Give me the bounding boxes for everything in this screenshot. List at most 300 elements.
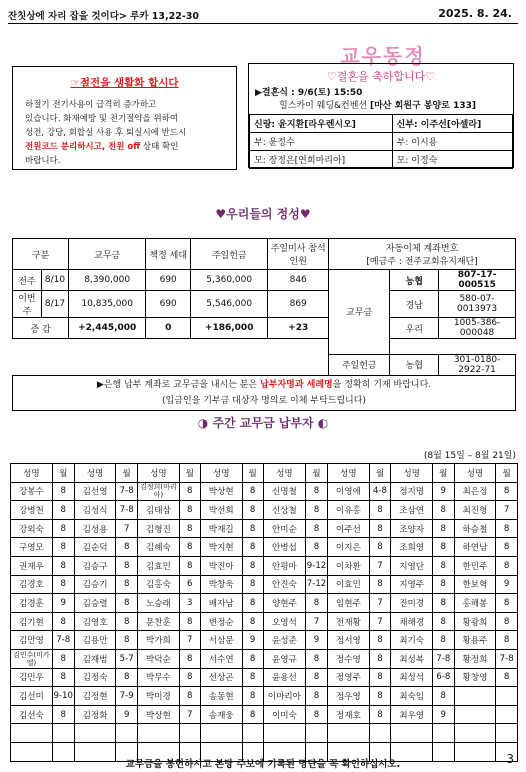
payer-month: 8 bbox=[179, 556, 200, 575]
notice-line: 있습니다. 화재예방 및 전기절약을 위하여 bbox=[25, 114, 179, 124]
notice-red-text: 전원코드 분리하시고, 전원 off bbox=[25, 142, 141, 152]
cell: 690 bbox=[146, 270, 191, 291]
payer-month: 8 bbox=[242, 482, 263, 501]
payer-name: 이영애 bbox=[327, 482, 369, 501]
payer-month: 8 bbox=[179, 519, 200, 538]
venue-name: 힐스카이 웨딩&컨벤션 bbox=[279, 101, 370, 111]
payer-month: 7-8 bbox=[433, 649, 455, 668]
cell: 869 bbox=[268, 291, 329, 318]
payer-month: 8 bbox=[116, 575, 138, 594]
payer-month bbox=[179, 724, 200, 743]
payer-month: 8 bbox=[116, 538, 138, 557]
table-row bbox=[11, 482, 518, 501]
payer-name: 이주선 bbox=[327, 519, 369, 538]
note-line: (입금인을 기부금 대상자 명의로 이체 부탁드립니다) bbox=[162, 395, 366, 406]
wedding-time: ▶결혼식 : 9/6(토) 15:50 bbox=[255, 88, 363, 98]
payer-name: 김형진 bbox=[137, 519, 179, 538]
offering-table bbox=[12, 238, 516, 411]
payer-name: 이효민 bbox=[327, 575, 369, 594]
payer-name: 안평마 bbox=[263, 556, 305, 575]
payer-name: 진미경 bbox=[391, 594, 433, 613]
cell: 증 감 bbox=[13, 318, 69, 339]
table-row bbox=[11, 631, 518, 650]
table-row bbox=[11, 687, 518, 706]
payer-name: 이마리아 bbox=[263, 687, 305, 706]
payer-name: 송동현 bbox=[200, 687, 242, 706]
payer-month: 7 bbox=[306, 612, 328, 631]
payer-name: 박상현 bbox=[200, 482, 242, 501]
payer-month: 8 bbox=[306, 594, 328, 613]
bride: 신부: 이주선[아셀라] bbox=[392, 115, 512, 133]
wedding-venue bbox=[249, 100, 513, 113]
payer-month: 8 bbox=[369, 631, 391, 650]
payer-name: 안진숙 bbox=[263, 575, 305, 594]
period: (8월 15일 – 8월 21일) bbox=[423, 451, 516, 461]
groom-father: 부: 윤정수 bbox=[250, 133, 393, 151]
payer-name: 김정숙 bbox=[74, 668, 116, 687]
payer-name: 김민수(미카엘) bbox=[11, 649, 53, 668]
notice-title: ☞절전을 생활화 합시다 bbox=[70, 77, 179, 89]
head-name: 성명 bbox=[454, 464, 496, 483]
payer-name: 박가희 bbox=[137, 631, 179, 650]
payer-name: 지영주 bbox=[391, 575, 433, 594]
payer-month: 8 bbox=[496, 631, 518, 650]
payer-month: 8 bbox=[52, 612, 74, 631]
cell: 5,546,000 bbox=[191, 291, 268, 318]
payer-month: 8 bbox=[242, 687, 263, 706]
payer-name: 김승렬 bbox=[74, 594, 116, 613]
payer-name: 최성석 bbox=[391, 668, 433, 687]
payer-name: 김승기 bbox=[74, 575, 116, 594]
col-head: 주일헌금 bbox=[191, 239, 268, 270]
cell: 8/17 bbox=[41, 291, 68, 318]
payer-month: 8 bbox=[433, 519, 455, 538]
payer-name: 구영모 bbox=[11, 538, 53, 557]
payer-name: 이차환 bbox=[327, 556, 369, 575]
payer-month: 8 bbox=[179, 612, 200, 631]
payer-month: 8 bbox=[306, 538, 328, 557]
payer-name: 전재황 bbox=[327, 612, 369, 631]
payer-month: 7-8 bbox=[116, 501, 138, 520]
account-no: 1005-386-000048 bbox=[439, 318, 516, 339]
footer-note: 교무금을 봉헌하시고 본당 주보에 기록된 명단을 꼭 확인하십시오. bbox=[125, 759, 401, 770]
bride-father: 부: 이시용 bbox=[392, 133, 512, 151]
payer-month: 9 bbox=[306, 631, 328, 650]
payer-month: 9 bbox=[52, 594, 74, 613]
payer-month: 8 bbox=[52, 575, 74, 594]
payer-month: 8 bbox=[242, 556, 263, 575]
bank: 경남 bbox=[390, 291, 439, 318]
payer-name: 안병섭 bbox=[263, 538, 305, 557]
payer-name: 이미숙 bbox=[263, 705, 305, 724]
payer-month: 8 bbox=[179, 482, 200, 501]
payer-month: 8 bbox=[52, 556, 74, 575]
payer-name: 임현주 bbox=[327, 594, 369, 613]
blank-cell bbox=[13, 339, 329, 355]
payer-name: 노승래 bbox=[137, 594, 179, 613]
payer-month: 8 bbox=[52, 705, 74, 724]
payer-month: 8 bbox=[179, 668, 200, 687]
cell: 전주 bbox=[13, 270, 42, 291]
payer-month: 7 bbox=[369, 612, 391, 631]
account-no: 580-07-0013973 bbox=[439, 291, 516, 318]
payer-name bbox=[11, 724, 53, 743]
wedding-box bbox=[248, 63, 514, 168]
payer-name: 정우영 bbox=[327, 687, 369, 706]
payer-month: 8 bbox=[242, 612, 263, 631]
energy-notice bbox=[12, 66, 237, 170]
payer-name: 황창영 bbox=[454, 668, 496, 687]
payer-month: 9 bbox=[433, 482, 455, 501]
payer-name: 김재범 bbox=[74, 649, 116, 668]
payer-month: 7-12 bbox=[306, 575, 328, 594]
payer-month: 4-8 bbox=[369, 482, 391, 501]
header-date: 2025. 8. 24. bbox=[438, 7, 512, 20]
notice-body bbox=[13, 90, 236, 168]
head-month: 월 bbox=[116, 464, 138, 483]
payer-month: 8 bbox=[369, 501, 391, 520]
head-name: 성명 bbox=[263, 464, 305, 483]
offering-title: ♥우리들의 정성♥ bbox=[215, 207, 311, 221]
payer-name: 김성식 bbox=[74, 501, 116, 520]
payer-month: 8 bbox=[496, 594, 518, 613]
payer-month: 8 bbox=[242, 519, 263, 538]
payer-name: 서삼문 bbox=[200, 631, 242, 650]
table-row bbox=[11, 594, 518, 613]
payer-name: 황용주 bbox=[454, 631, 496, 650]
payer-name: 김성용 bbox=[74, 519, 116, 538]
payer-month: 8 bbox=[433, 501, 455, 520]
payer-month: 8 bbox=[306, 482, 328, 501]
payer-name: 김만영 bbox=[11, 631, 53, 650]
table-row bbox=[11, 612, 518, 631]
notice-line bbox=[25, 140, 226, 154]
col-head: 구분 bbox=[13, 239, 69, 270]
table-row bbox=[11, 556, 518, 575]
payer-month: 8 bbox=[179, 687, 200, 706]
payer-name bbox=[74, 724, 116, 743]
payer-month: 5-7 bbox=[116, 649, 138, 668]
payer-month: 8 bbox=[242, 538, 263, 557]
payer-month: 8 bbox=[116, 556, 138, 575]
wedding-family-table bbox=[249, 114, 513, 169]
account-head: 자동이체 계좌번호 bbox=[385, 244, 459, 254]
payer-month: 8 bbox=[306, 687, 328, 706]
payer-name: 오영석 bbox=[263, 612, 305, 631]
payer-table bbox=[10, 463, 518, 762]
payer-month: 7 bbox=[179, 705, 200, 724]
payer-name: 정지명 bbox=[391, 482, 433, 501]
payer-month: 8 bbox=[116, 631, 138, 650]
note-text: 을 정확히 기재 바랍니다. bbox=[332, 379, 432, 390]
payer-name: 박진아 bbox=[200, 556, 242, 575]
payer-name: 변정순 bbox=[200, 612, 242, 631]
payer-month: 7 bbox=[179, 631, 200, 650]
col-head: 책정 세대 bbox=[146, 239, 191, 270]
payer-name: 김홍숙 bbox=[137, 575, 179, 594]
payer-month: 8 bbox=[306, 649, 328, 668]
payer-month bbox=[433, 724, 455, 743]
blank-cell bbox=[13, 354, 329, 375]
payer-month: 8 bbox=[496, 519, 518, 538]
cell: 8,390,000 bbox=[69, 270, 146, 291]
head-name: 성명 bbox=[137, 464, 179, 483]
account-no: 807-17-000515 bbox=[439, 270, 516, 291]
payer-month: 8 bbox=[116, 612, 138, 631]
payer-month: 8 bbox=[496, 556, 518, 575]
payer-name: 최우영 bbox=[391, 705, 433, 724]
weekly-title: ◑ 주간 교무금 납부자 ◐ bbox=[197, 416, 329, 430]
payer-month bbox=[496, 687, 518, 706]
payer-month: 8 bbox=[242, 649, 263, 668]
payer-month: 8 bbox=[496, 538, 518, 557]
payer-month: 8 bbox=[496, 612, 518, 631]
bank: 농협 bbox=[390, 354, 439, 375]
payer-month: 9-10 bbox=[52, 687, 74, 706]
payer-name: 최진형 bbox=[454, 501, 496, 520]
payer-name: 김경훈 bbox=[11, 594, 53, 613]
payer-name: 윤영규 bbox=[263, 649, 305, 668]
payer-month: 8 bbox=[242, 705, 263, 724]
payer-month: 8 bbox=[116, 668, 138, 687]
payer-name: 김민우 bbox=[11, 668, 53, 687]
payer-month: 7 bbox=[496, 501, 518, 520]
head-month: 월 bbox=[433, 464, 455, 483]
head-month: 월 bbox=[369, 464, 391, 483]
payer-month: 8 bbox=[306, 519, 328, 538]
table-row bbox=[11, 668, 518, 687]
payer-month: 7-8 bbox=[116, 482, 138, 501]
bank: 농협 bbox=[390, 270, 439, 291]
payer-name bbox=[137, 724, 179, 743]
table-row bbox=[11, 538, 518, 557]
head-name: 성명 bbox=[391, 464, 433, 483]
payer-month: 8 bbox=[242, 501, 263, 520]
head-name: 성명 bbox=[74, 464, 116, 483]
payer-month: 7-9 bbox=[116, 687, 138, 706]
account-no: 301-0180-2922-71 bbox=[439, 354, 516, 375]
payer-name bbox=[391, 724, 433, 743]
payer-name: 김승구 bbox=[74, 556, 116, 575]
payer-month: 8 bbox=[306, 705, 328, 724]
table-row bbox=[11, 649, 518, 668]
head-month: 월 bbox=[306, 464, 328, 483]
payer-month: 8 bbox=[52, 668, 74, 687]
payer-month: 8 bbox=[369, 649, 391, 668]
payer-name: 김효민 bbox=[137, 556, 179, 575]
payer-month bbox=[306, 724, 328, 743]
payer-month: 8 bbox=[433, 687, 455, 706]
payer-name: 이유홍 bbox=[327, 501, 369, 520]
payer-name: 강외숙 bbox=[11, 519, 53, 538]
payer-name: 박무수 bbox=[137, 668, 179, 687]
payer-name: 신명철 bbox=[263, 482, 305, 501]
payer-name: 정영주 bbox=[327, 668, 369, 687]
payer-name: 윤성준 bbox=[263, 631, 305, 650]
payer-month: 6-8 bbox=[433, 668, 455, 687]
payer-name bbox=[327, 724, 369, 743]
payer-month: 8 bbox=[116, 594, 138, 613]
groom-mother: 모: 장정은[연희마리아] bbox=[250, 151, 393, 169]
cell: 690 bbox=[146, 291, 191, 318]
payer-name: 송재웅 bbox=[200, 705, 242, 724]
acct-label: 교무금 bbox=[329, 270, 390, 355]
payer-name: 한민주 bbox=[454, 556, 496, 575]
header-divider bbox=[8, 23, 518, 24]
payer-name: 최성복 bbox=[391, 649, 433, 668]
head-name: 성명 bbox=[327, 464, 369, 483]
payer-name: 문찬훈 bbox=[137, 612, 179, 631]
payer-name bbox=[454, 687, 496, 706]
payer-month bbox=[496, 724, 518, 743]
page-number: 3 bbox=[506, 752, 514, 766]
payer-name: 양현주 bbox=[263, 594, 305, 613]
payer-month: 8 bbox=[496, 668, 518, 687]
payer-month: 3 bbox=[179, 594, 200, 613]
cell: +23 bbox=[268, 318, 329, 339]
payer-name: 김순덕 bbox=[74, 538, 116, 557]
payer-month: 8 bbox=[369, 519, 391, 538]
payer-name: 선상곤 bbox=[200, 668, 242, 687]
payer-name: 황광희 bbox=[454, 612, 496, 631]
payer-month: 8 bbox=[52, 519, 74, 538]
bride-mother: 모: 이정숙 bbox=[392, 151, 512, 169]
payer-name: 김혜숙 bbox=[137, 538, 179, 557]
notice-line: 성전, 강당, 회합실 사용 후 퇴실시에 반드시 bbox=[25, 128, 187, 138]
payer-month: 9 bbox=[116, 705, 138, 724]
payer-name bbox=[454, 705, 496, 724]
payer-month: 8 bbox=[433, 594, 455, 613]
payer-month: 8 bbox=[433, 556, 455, 575]
account-holder: [예금주 : 전주교회유지재단] bbox=[366, 257, 478, 267]
payer-month: 6 bbox=[179, 575, 200, 594]
payer-name bbox=[454, 724, 496, 743]
payer-month: 8 bbox=[433, 538, 455, 557]
payer-month bbox=[369, 724, 391, 743]
col-head: 주일미사 참석인원 bbox=[268, 239, 329, 270]
cell: 0 bbox=[146, 318, 191, 339]
acct-label: 주일헌금 bbox=[329, 354, 390, 375]
payer-name: 김정화 bbox=[74, 705, 116, 724]
head-month: 월 bbox=[242, 464, 263, 483]
cell: 8/10 bbox=[41, 270, 68, 291]
payer-name: 배자남 bbox=[200, 594, 242, 613]
payer-month: 8 bbox=[433, 631, 455, 650]
payer-name: 김선숙 bbox=[11, 705, 53, 724]
payer-name: 김용만 bbox=[74, 631, 116, 650]
payer-month: 9 bbox=[433, 705, 455, 724]
payer-month bbox=[116, 724, 138, 743]
payer-month bbox=[496, 705, 518, 724]
payer-name: 박창욱 bbox=[200, 575, 242, 594]
cell: 이번주 bbox=[13, 291, 42, 318]
payer-name: 박미경 bbox=[137, 687, 179, 706]
payer-month: 8 bbox=[433, 575, 455, 594]
payer-month: 9 bbox=[496, 575, 518, 594]
payer-name: 강병천 bbox=[11, 501, 53, 520]
payer-month: 8 bbox=[52, 482, 74, 501]
header-verse: 잔칫상에 자리 잡을 것이다> 루카 13,22-30 bbox=[8, 11, 200, 22]
payer-name: 하연남 bbox=[454, 538, 496, 557]
payer-month: 8 bbox=[52, 538, 74, 557]
head-name: 성명 bbox=[200, 464, 242, 483]
payer-month: 8 bbox=[369, 687, 391, 706]
wedding-title: ♡결혼을 축하합니다♡ bbox=[326, 70, 436, 83]
cell: 846 bbox=[268, 270, 329, 291]
head-name: 성명 bbox=[11, 464, 53, 483]
payer-name: 안미순 bbox=[263, 519, 305, 538]
payer-month: 8 bbox=[242, 594, 263, 613]
payer-name: 김정현 bbox=[74, 687, 116, 706]
payer-month: 8 bbox=[179, 649, 200, 668]
payer-name: 정서영 bbox=[327, 631, 369, 650]
payer-name: 김선미 bbox=[11, 687, 53, 706]
offering-note bbox=[13, 375, 516, 410]
cell: +2,445,000 bbox=[69, 318, 146, 339]
payer-month: 8 bbox=[433, 612, 455, 631]
payer-name: 김태삼 bbox=[137, 501, 179, 520]
payer-month: 7-8 bbox=[52, 631, 74, 650]
payer-name: 이지은 bbox=[327, 538, 369, 557]
venue-address: [마산 회원구 봉양로 133] bbox=[370, 101, 476, 111]
cell: 10,835,000 bbox=[69, 291, 146, 318]
payer-month: 7 bbox=[369, 556, 391, 575]
payer-name: 김선영 bbox=[74, 482, 116, 501]
payer-month: 8 bbox=[52, 649, 74, 668]
payer-month: 8 bbox=[369, 575, 391, 594]
payer-name: 황정희 bbox=[454, 649, 496, 668]
groom: 신랑: 윤지환[라우렌시오] bbox=[250, 115, 393, 133]
cell: 5,360,000 bbox=[191, 270, 268, 291]
table-row bbox=[11, 575, 518, 594]
payer-name bbox=[200, 724, 242, 743]
notice-tail: 상태 확인 bbox=[140, 142, 179, 152]
col-head: 교무금 bbox=[69, 239, 146, 270]
payer-name: 최기숙 bbox=[391, 631, 433, 650]
payer-month: 7 bbox=[116, 519, 138, 538]
payer-month: 8 bbox=[369, 668, 391, 687]
notice-line: 하절기 전기사용이 급격히 증가하고 bbox=[25, 100, 157, 110]
payer-name: 박지현 bbox=[200, 538, 242, 557]
payer-name: 권재우 bbox=[11, 556, 53, 575]
table-row bbox=[11, 724, 518, 743]
payer-month: 9-12 bbox=[306, 556, 328, 575]
payer-month: 8 bbox=[242, 575, 263, 594]
payer-month bbox=[242, 724, 263, 743]
payer-month: 7-8 bbox=[496, 649, 518, 668]
payer-name: 최숙임 bbox=[391, 687, 433, 706]
payer-month: 8 bbox=[369, 538, 391, 557]
payer-name: 박덕순 bbox=[137, 649, 179, 668]
payer-month: 8 bbox=[242, 668, 263, 687]
bank: 우리 bbox=[390, 318, 439, 339]
payer-name: 하승철 bbox=[454, 519, 496, 538]
head-month: 월 bbox=[496, 464, 518, 483]
payer-name: 김기현 bbox=[11, 612, 53, 631]
payer-month bbox=[52, 724, 74, 743]
payer-name: 강봉수 bbox=[11, 482, 53, 501]
head-month: 월 bbox=[179, 464, 200, 483]
payer-name: 정수영 bbox=[327, 649, 369, 668]
payer-name bbox=[263, 724, 305, 743]
payer-name: 조삼연 bbox=[391, 501, 433, 520]
payer-name: 박선희 bbox=[200, 501, 242, 520]
payer-month: 7 bbox=[369, 594, 391, 613]
payer-month: 8 bbox=[306, 668, 328, 687]
payer-name: 조양자 bbox=[391, 519, 433, 538]
payer-name: 김경호 bbox=[11, 575, 53, 594]
note-text: ▶은행 납부 계좌로 교무금을 내시는 분은 bbox=[96, 379, 261, 390]
